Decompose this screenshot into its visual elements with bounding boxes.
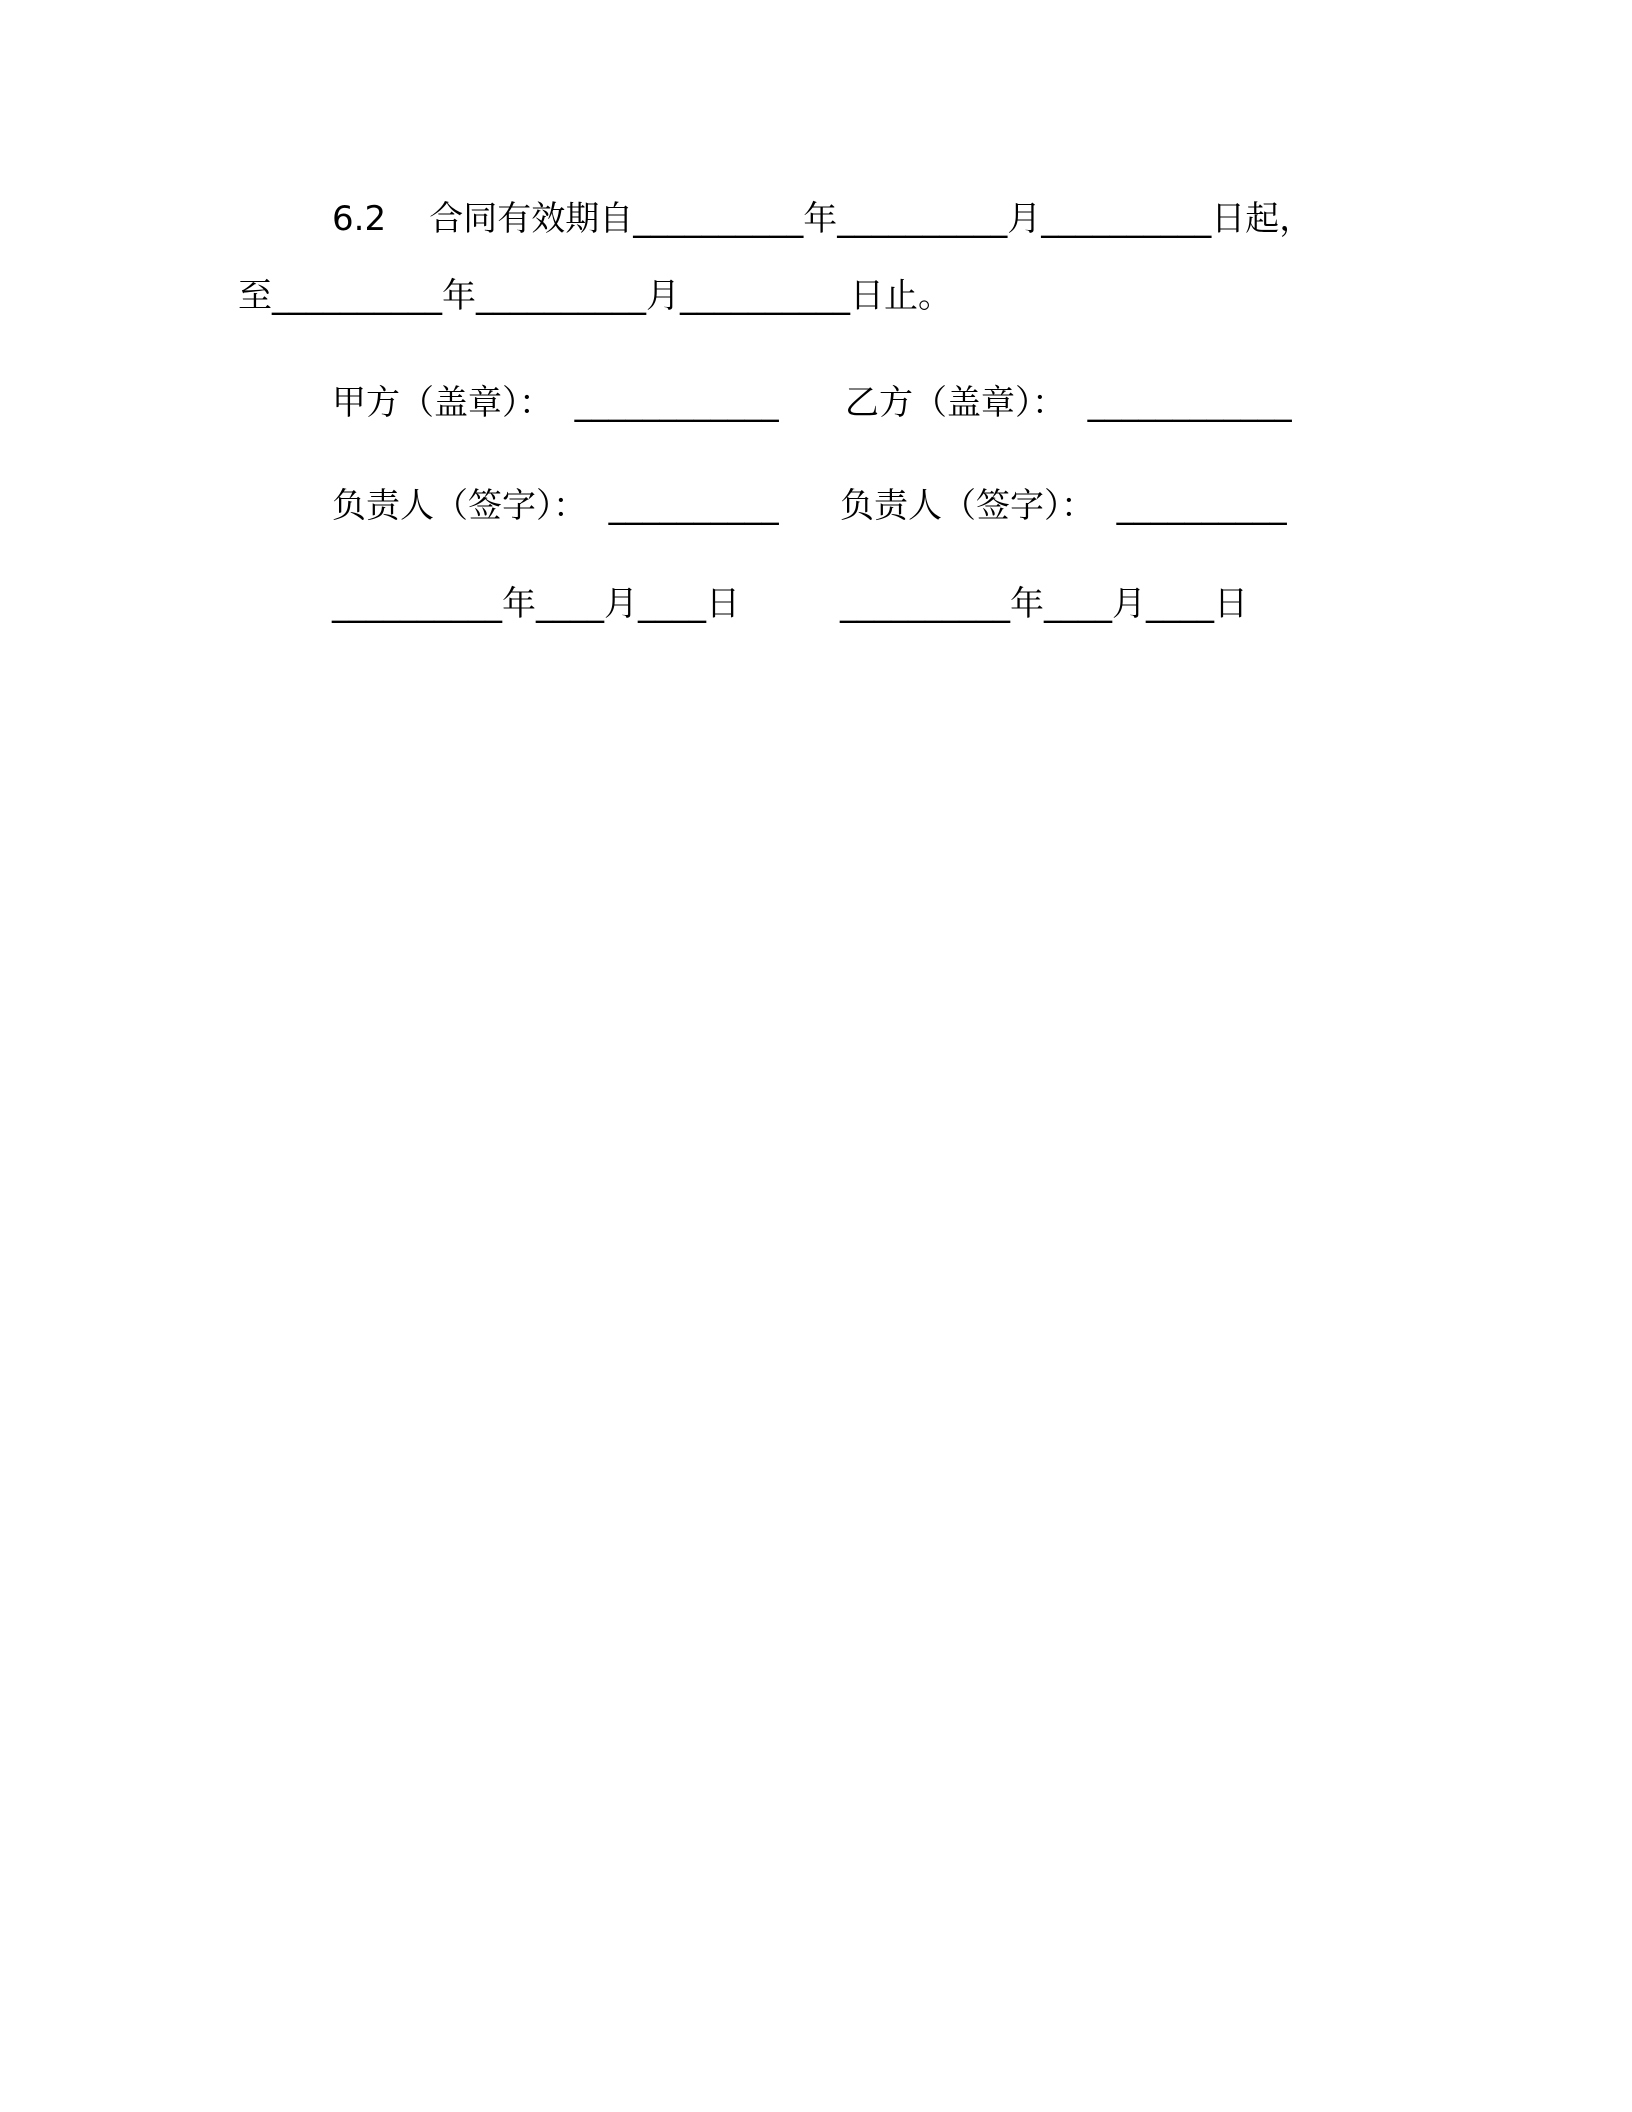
party-b-date-field: __________年____月____日 bbox=[840, 584, 1248, 624]
validity-clause-line-2: 至__________年__________月__________日止。 bbox=[238, 276, 952, 316]
party-a-signer-field: 负责人（签字）： __________ bbox=[332, 486, 779, 526]
party-a-date-field: __________年____月____日 bbox=[332, 584, 740, 624]
party-b-signer-field: 负责人（签字）： __________ bbox=[840, 486, 1287, 526]
party-b-seal-field: 乙方（盖章）： ____________ bbox=[845, 383, 1292, 423]
validity-clause-line-1: 6.2 合同有效期自__________年__________月__________日起， bbox=[332, 199, 1314, 239]
party-a-seal-field: 甲方（盖章）： ____________ bbox=[332, 383, 779, 423]
